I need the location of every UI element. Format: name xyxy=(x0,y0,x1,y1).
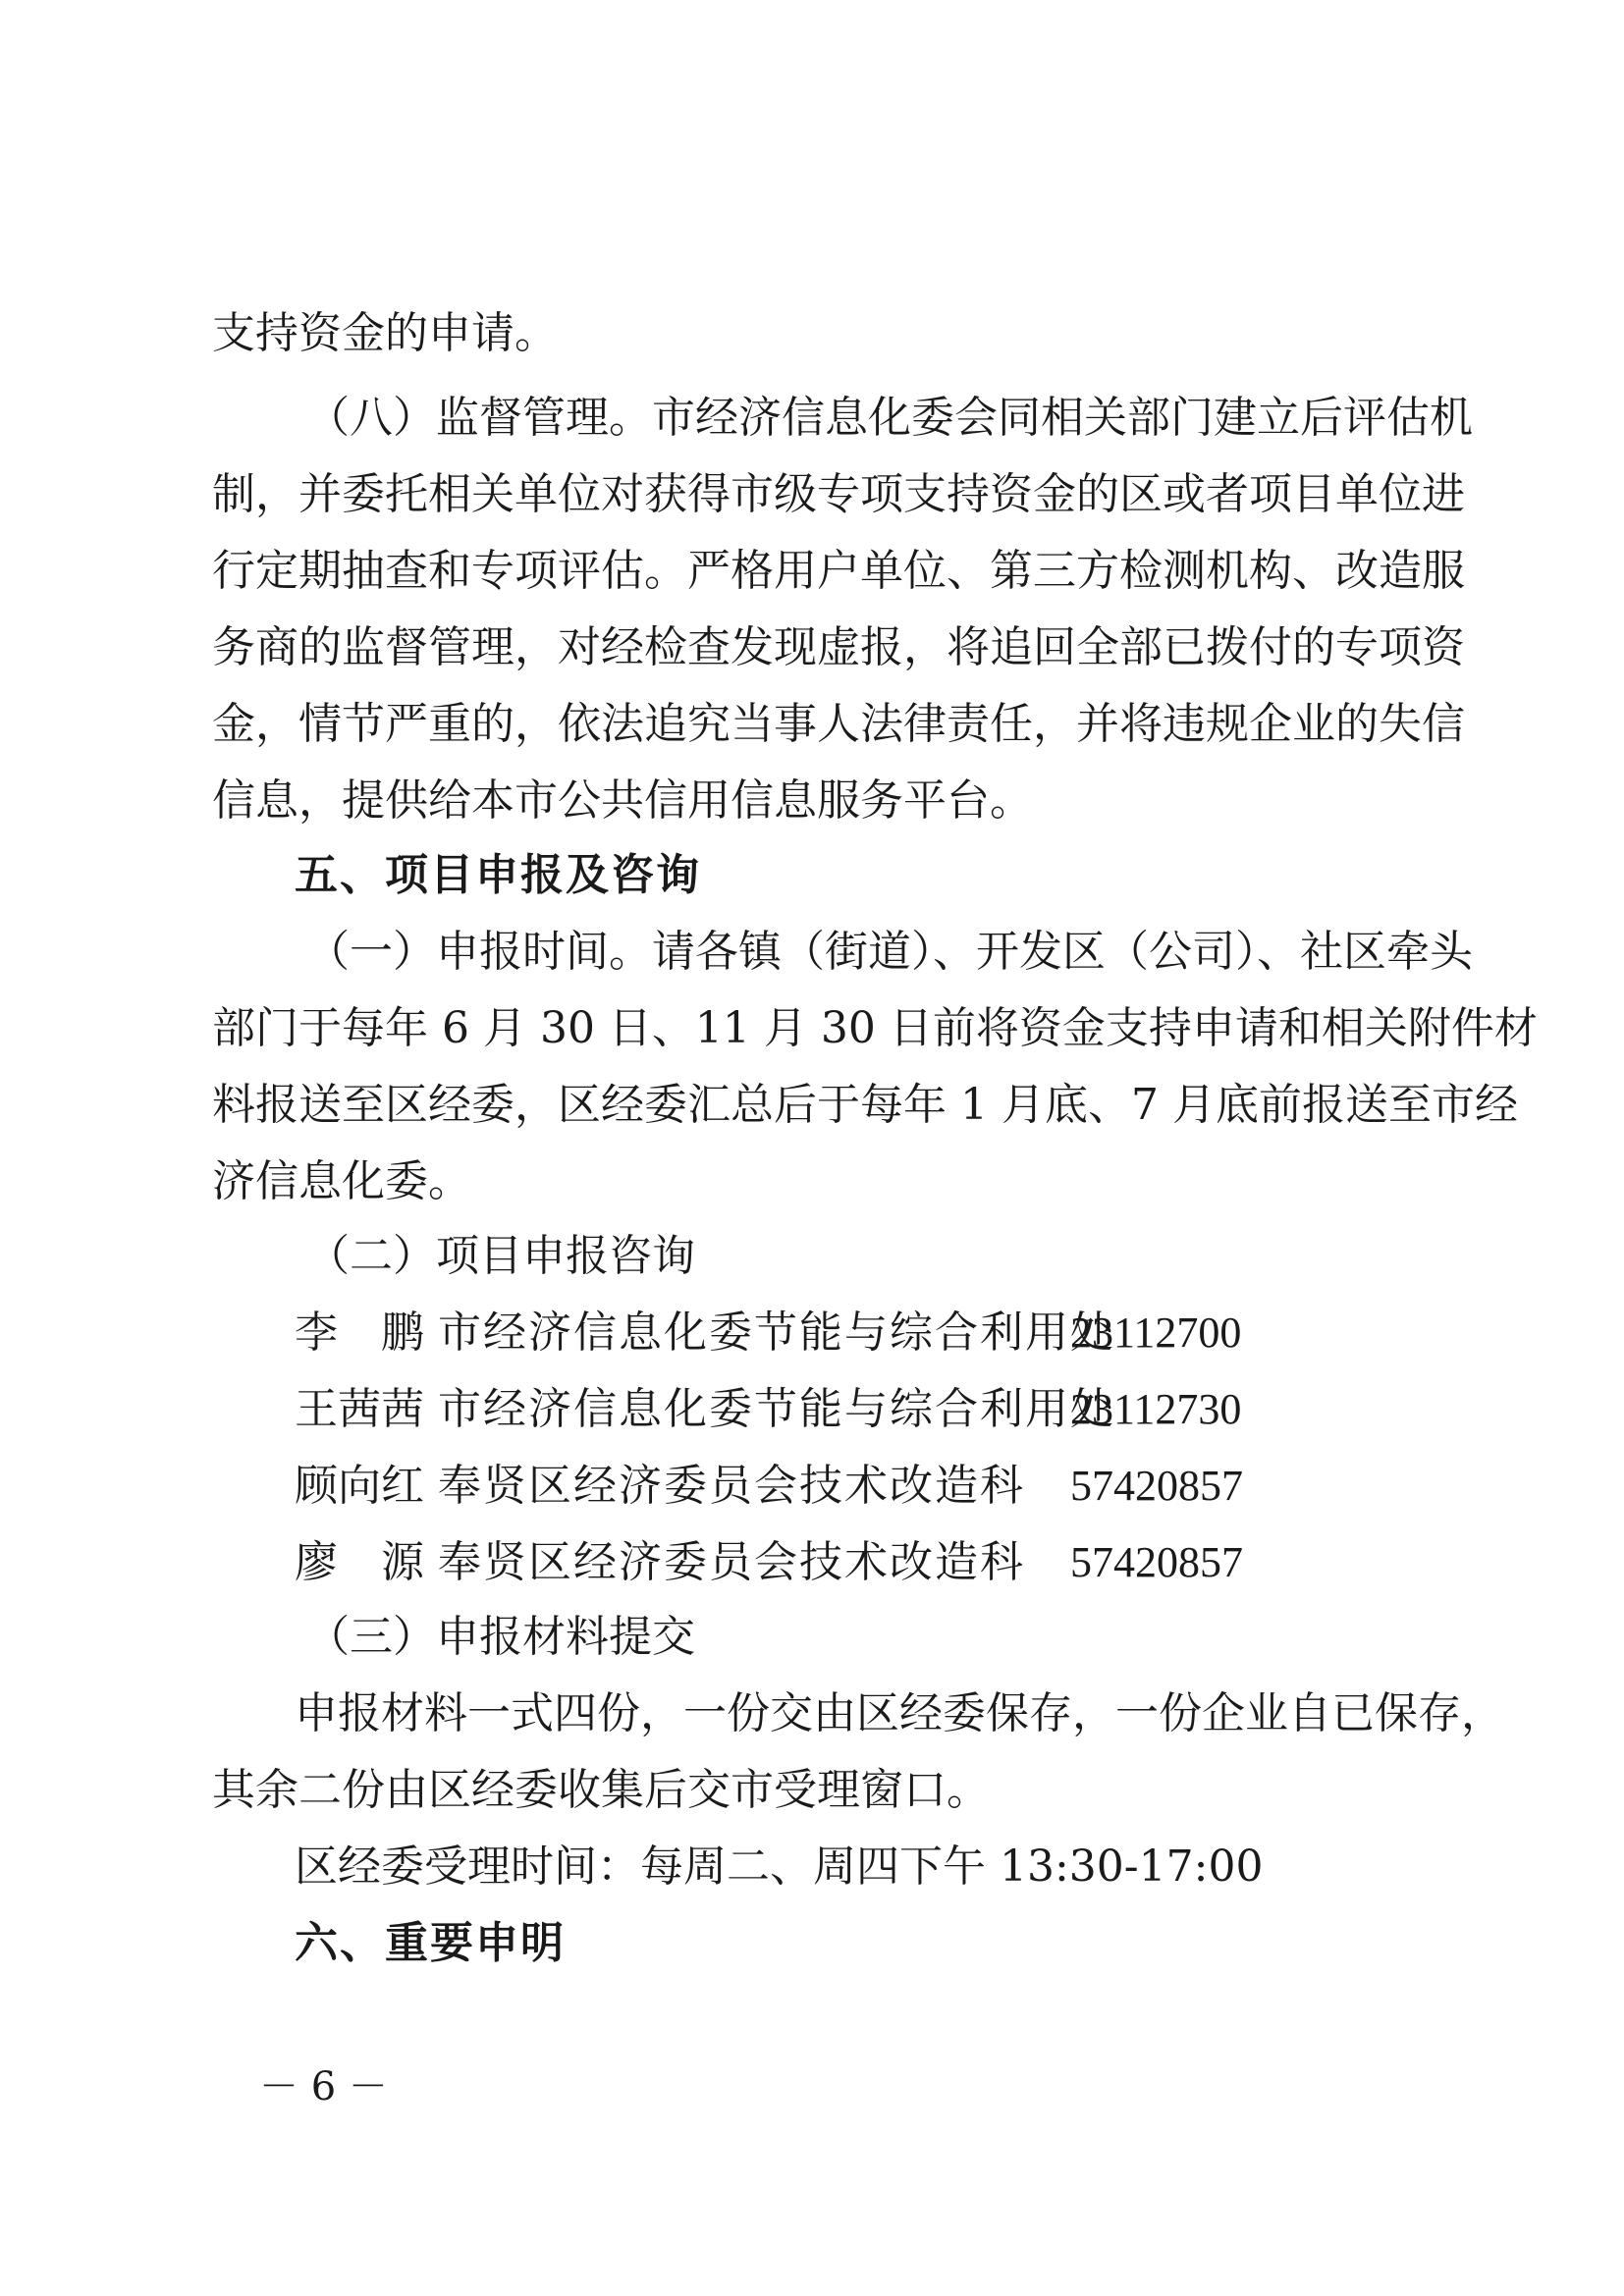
contact-organization: 奉贤区经济委员会技术改造科 xyxy=(438,1537,1025,1587)
contact-organization: 奉贤区经济委员会技术改造科 xyxy=(438,1461,1025,1511)
paragraph-line: （一）申报时间。请各镇（街道）、开发区（公司）、社区牵头 xyxy=(306,927,1473,977)
paragraph-line: 区经委受理时间：每周二、周四下午 13:30-17:00 xyxy=(295,1842,1264,1892)
contact-organization: 市经济信息化委节能与综合利用处 xyxy=(438,1384,1115,1434)
contact-organization: 市经济信息化委节能与综合利用处 xyxy=(438,1308,1115,1358)
contact-name: 王茜茜 xyxy=(295,1384,424,1434)
contact-name: 顾向红 xyxy=(295,1461,424,1511)
paragraph-line: 信息，提供给本市公共信用信息服务平台。 xyxy=(212,775,1033,826)
subheading-submission: （三）申报材料提交 xyxy=(306,1612,695,1662)
paragraph-line: 部门于每年 6 月 30 日、11 月 30 日前将资金支持申请和相关附件材 xyxy=(212,1003,1538,1053)
contact-name: 廖 源 xyxy=(295,1537,424,1587)
subheading-consultation: （二）项目申报咨询 xyxy=(306,1231,695,1281)
section-heading-5: 五、项目申报及咨询 xyxy=(295,850,701,900)
contact-phone: 57420857 xyxy=(1070,1538,1243,1586)
paragraph-line: 支持资金的申请。 xyxy=(212,308,558,358)
paragraph-line: （八）监督管理。市经济信息化委会同相关部门建立后评估机 xyxy=(306,393,1473,443)
page-number: － 6 － xyxy=(259,2064,388,2109)
paragraph-line: 金，情节严重的，依法追究当事人法律责任，并将违规企业的失信 xyxy=(212,699,1465,749)
paragraph-line: 制，并委托相关单位对获得市级专项支持资金的区或者项目单位进 xyxy=(212,469,1465,519)
paragraph-line: 申报材料一式四份，一份交由区经委保存，一份企业自已保存， xyxy=(295,1688,1504,1738)
section-heading-6: 六、重要申明 xyxy=(295,1918,566,1968)
contact-phone: 23112700 xyxy=(1070,1308,1242,1357)
paragraph-line: 济信息化委。 xyxy=(212,1156,471,1206)
paragraph-line: 料报送至区经委，区经委汇总后于每年 1 月底、7 月底前报送至市经 xyxy=(212,1080,1518,1130)
contact-phone: 23112730 xyxy=(1070,1385,1242,1433)
contact-name: 李 鹏 xyxy=(295,1308,424,1358)
paragraph-line: 其余二份由区经委收集后交市受理窗口。 xyxy=(212,1765,990,1815)
contact-phone: 57420857 xyxy=(1070,1462,1243,1510)
paragraph-line: 行定期抽查和专项评估。严格用户单位、第三方检测机构、改造服 xyxy=(212,546,1465,596)
paragraph-line: 务商的监督管理，对经检查发现虚报，将追回全部已拨付的专项资 xyxy=(212,622,1465,672)
